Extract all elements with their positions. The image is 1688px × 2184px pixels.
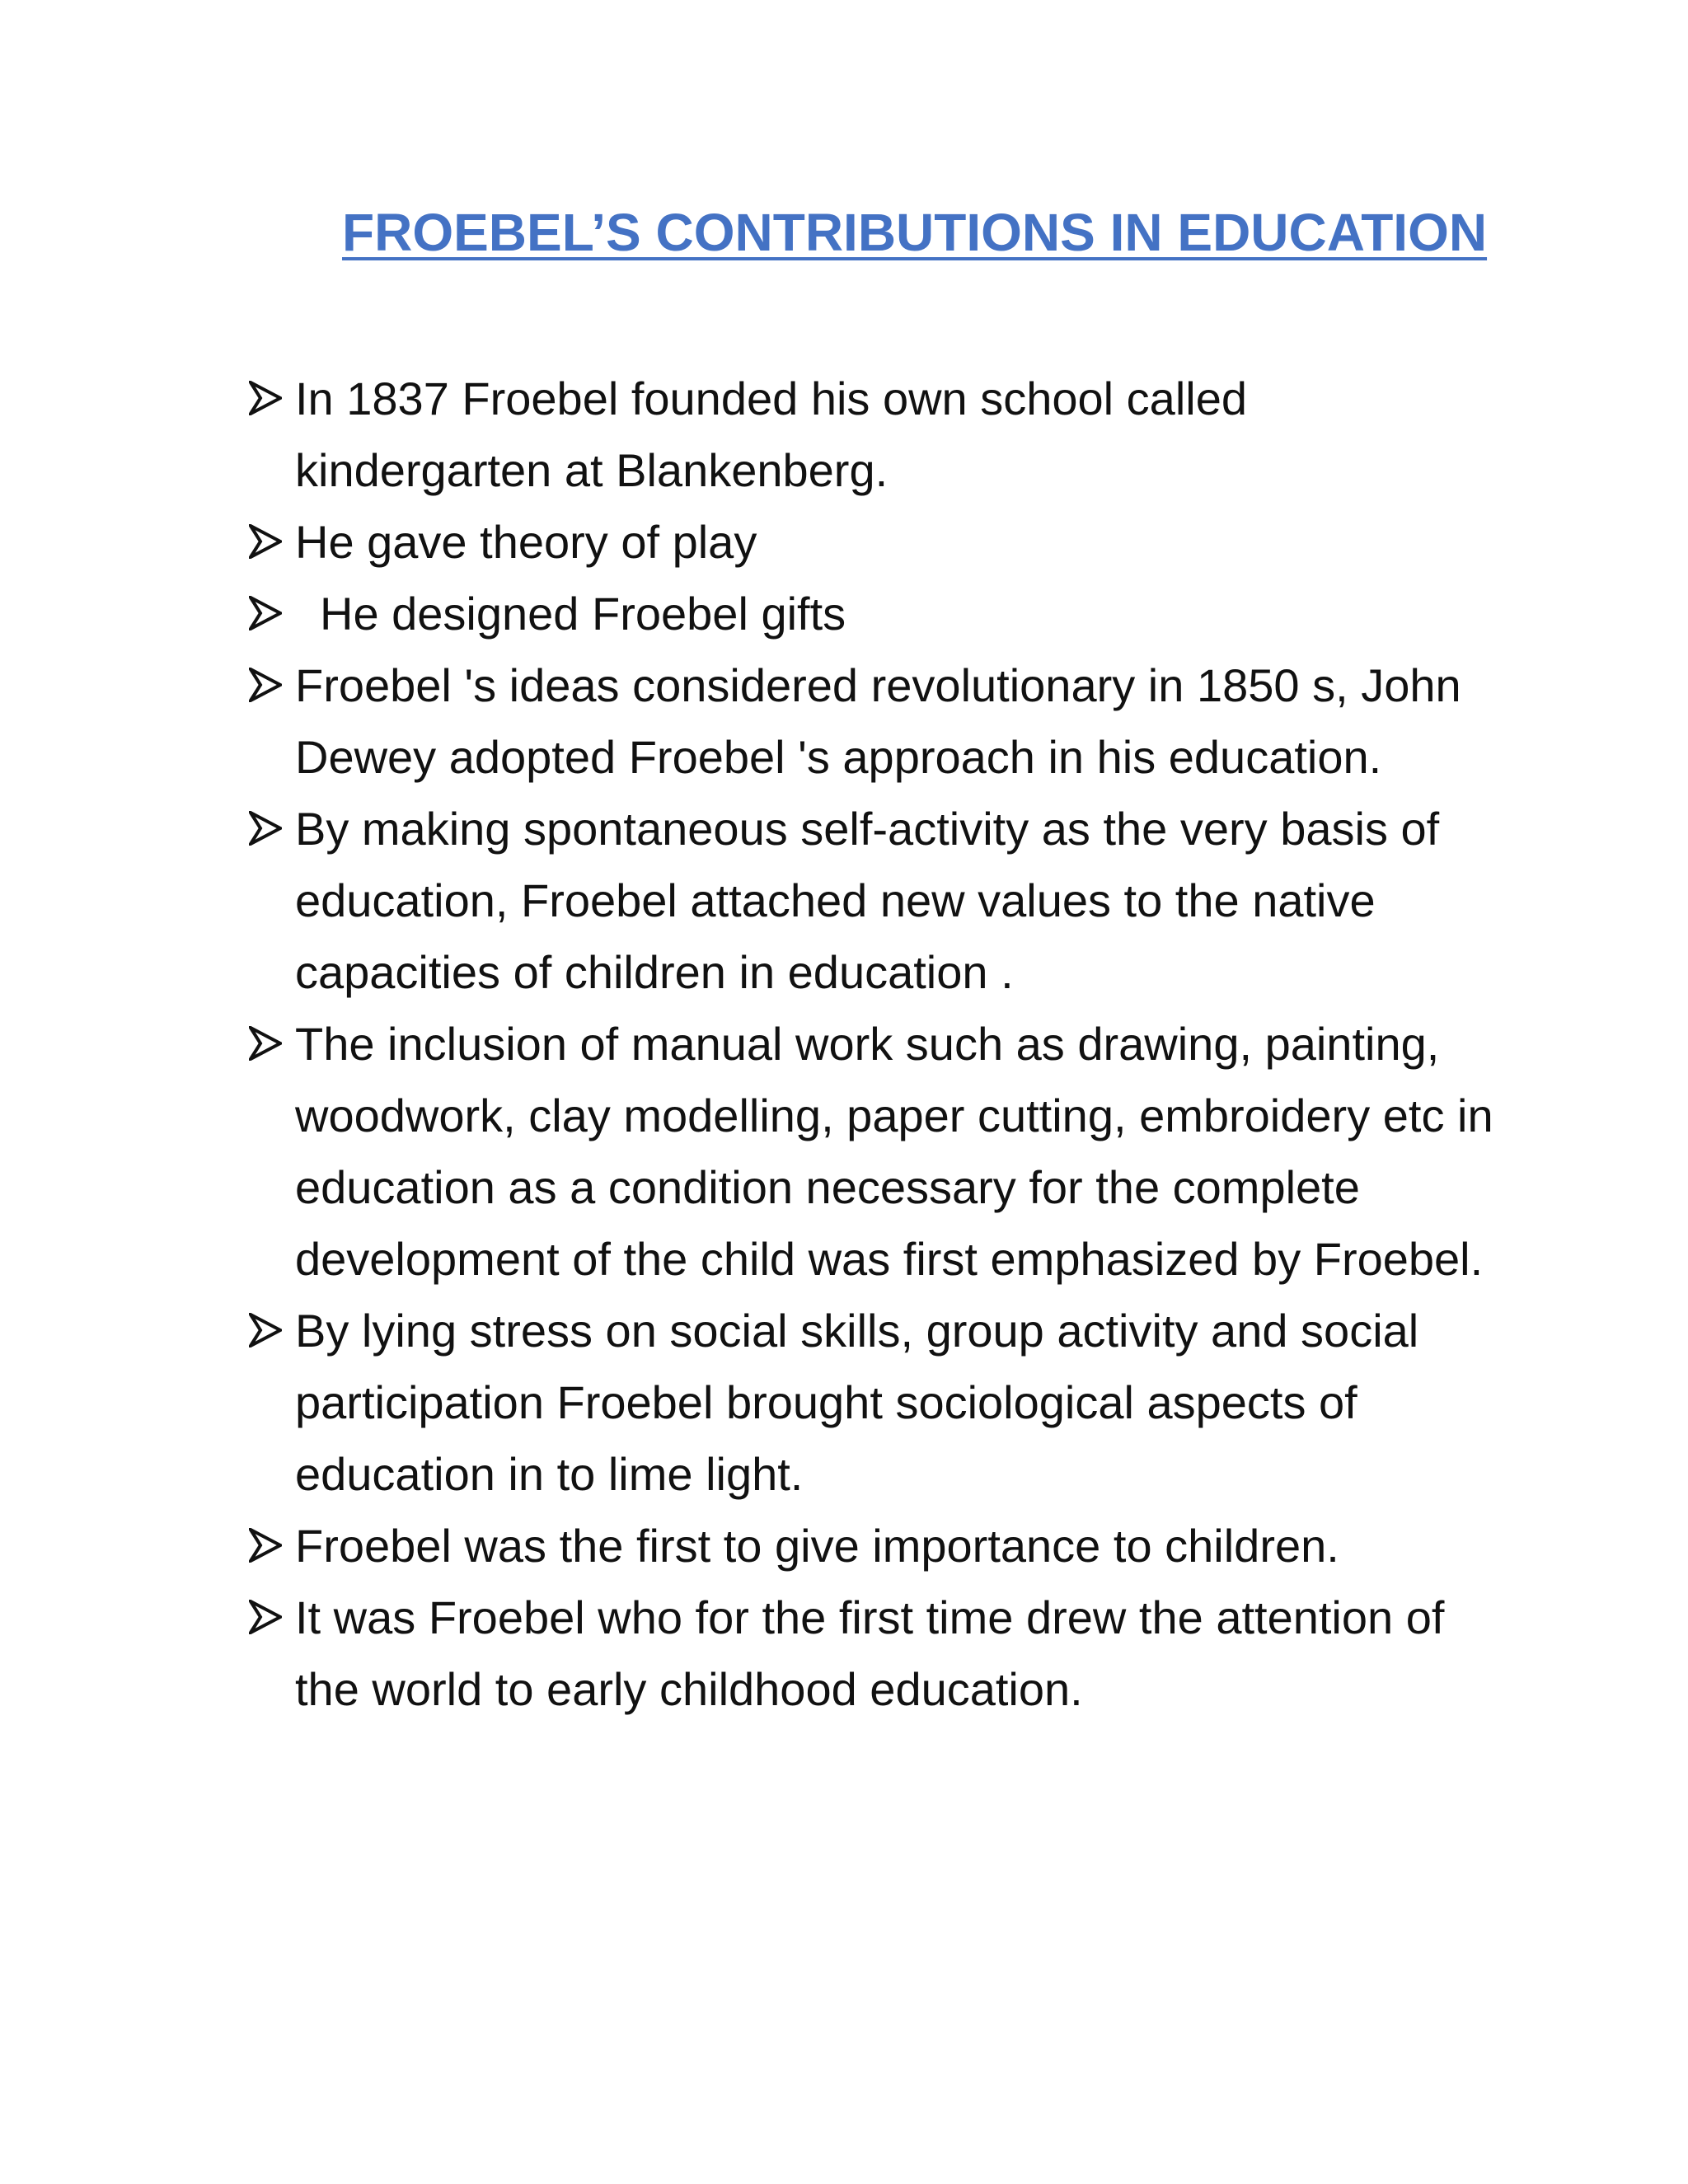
list-item-text: It was Froebel who for the first time drew the attention of the world to early childhood education. bbox=[295, 1591, 1445, 1715]
arrowhead-bullet-icon bbox=[247, 1510, 285, 1582]
list-item bbox=[247, 578, 1500, 649]
list-item bbox=[247, 1008, 1500, 1295]
list-item-text: By lying stress on social skills, group activity and social participation Froebel brought sociological aspects of education in to lime light. bbox=[295, 1305, 1419, 1500]
contributions-list bbox=[247, 363, 1500, 1725]
arrowhead-bullet-icon bbox=[247, 1008, 285, 1080]
list-item bbox=[247, 1582, 1500, 1725]
list-item bbox=[247, 506, 1500, 578]
list-item-text: By making spontaneous self-activity as the very basis of education, Froebel attached new values to the native capacities of children in education . bbox=[295, 803, 1440, 998]
list-item bbox=[247, 363, 1500, 506]
list-item bbox=[247, 793, 1500, 1008]
list-item-text: He gave theory of play bbox=[295, 516, 757, 568]
list-item bbox=[247, 1510, 1500, 1582]
list-item-text: Froebel was the first to give importance to children. bbox=[295, 1520, 1339, 1572]
arrowhead-bullet-icon bbox=[247, 363, 285, 434]
document-title: FROEBEL’S CONTRIBUTIONS IN EDUCATION bbox=[342, 203, 1488, 262]
arrowhead-bullet-icon bbox=[247, 506, 285, 578]
arrowhead-bullet-icon bbox=[247, 793, 285, 865]
list-item-text: He designed Froebel gifts bbox=[320, 588, 846, 640]
list-item-text: Froebel 's ideas considered revolutionary in 1850 s, John Dewey adopted Froebel 's approach in his education. bbox=[295, 659, 1461, 783]
arrowhead-bullet-icon bbox=[247, 649, 285, 721]
list-item bbox=[247, 1295, 1500, 1510]
list-item-text: The inclusion of manual work such as drawing, painting, woodwork, clay modelling, paper cutting, embroidery etc in education as a condition necessary for the complete development of the child was first emphasized by Froebel. bbox=[295, 1018, 1493, 1285]
arrowhead-bullet-icon bbox=[247, 578, 285, 649]
arrowhead-bullet-icon bbox=[247, 1295, 285, 1366]
arrowhead-bullet-icon bbox=[247, 1582, 285, 1653]
list-item-text: In 1837 Froebel founded his own school called kindergarten at Blankenberg. bbox=[295, 373, 1247, 496]
list-item bbox=[247, 649, 1500, 793]
